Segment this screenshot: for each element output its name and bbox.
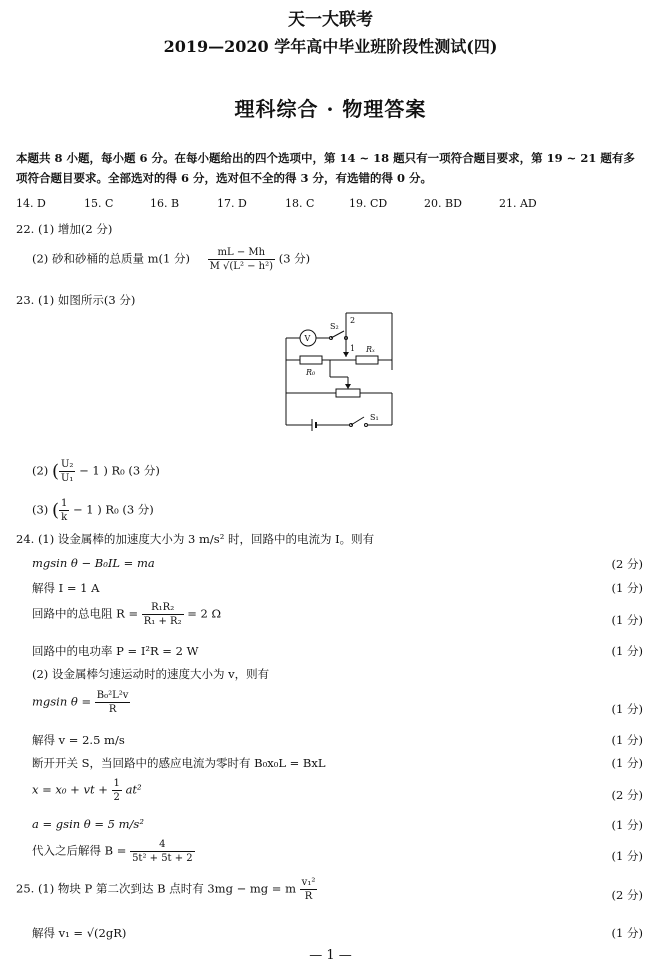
q25-score-2: (1 分): [611, 926, 643, 940]
q24-line1: 24. (1) 设金属棒的加速度大小为 3 m/s² 时，回路中的电流为 I。则有: [16, 532, 375, 546]
q24-score-3: (1 分): [611, 581, 643, 595]
circuit-diagram: [270, 305, 420, 440]
q25-line1: 25. (1) 物块 P 第二次到达 B 点时有 3mg − mg = m $\frac{\text{v₁²}}{R}$: [16, 877, 316, 902]
q24-score-8: (1 分): [611, 733, 643, 747]
q23-part3: (3) ( $\frac{1}{k}$ − 1 ) R₀ (3 分): [32, 498, 154, 523]
q24-line9: 断开开关 S，当回路中的感应电流为零时有 B₀x₀L = BxL: [32, 756, 326, 770]
subject-title: 理科综合 · 物理答案: [234, 97, 427, 121]
q25-score-1: (2 分): [611, 888, 643, 902]
page-number: — 1 —: [309, 948, 352, 963]
contact-2-label: 2: [350, 316, 356, 325]
exam-title: 2019—2020 学年高中毕业班阶段性测试(四): [163, 37, 498, 56]
q24-line6: (2) 设金属棒匀速运动时的速度大小为 v，则有: [32, 667, 270, 681]
answer-20: 20. BD: [424, 197, 462, 210]
q24-score-7: (1 分): [611, 702, 643, 716]
q24-line12: 代入之后解得 B = $\frac{4}{\text{5t² + 5t + 2}}$: [32, 839, 193, 864]
rx-label: Rₓ: [366, 345, 375, 354]
slider-arrow: [345, 384, 351, 389]
q24-score-5: (1 分): [611, 644, 643, 658]
q24-line3: 解得 I = 1 A: [32, 581, 100, 595]
answer-21: 21. AD: [499, 197, 537, 210]
q24-line11: a = gsin θ = 5 m/s²: [32, 817, 144, 831]
instructions: 本题共 8 小题，每小题 6 分。在每小题给出的四个选项中，第 14 ~ 18 题只有一项符合题目要求，第 19 ~ 21 题有多项符合题目要求。全部选对的得 6 分，选对但不全的得 3 分，有选错的得 0 分。: [16, 151, 635, 185]
q24-line8: 解得 v = 2.5 m/s: [32, 733, 125, 747]
r0-label: R₀: [306, 368, 316, 377]
q22-part2: (2) 砂和砂桶的总质量 m(1 分) $\frac{mL - Mh}{\text{M √(L² − h²)}}$ (3 分): [32, 247, 311, 272]
answer-19: 19. CD: [349, 197, 388, 210]
q24-line10: x = x₀ + vt + $\frac{1}{2}$ at²: [32, 778, 142, 803]
q25-line2: 解得 v₁ = √(2gR): [32, 926, 127, 940]
junction-arrow: [343, 352, 349, 357]
q24-line5: 回路中的电功率 P = I²R = 2 W: [32, 644, 199, 658]
answer-18: 18. C: [285, 197, 315, 210]
voltmeter-label: V: [304, 334, 311, 343]
q24-line2: mgsin θ − B₀IL = ma: [32, 556, 155, 570]
exam-org: 天一大联考: [288, 10, 373, 30]
q24-score-2: (2 分): [611, 557, 643, 571]
rheostat: [336, 389, 360, 397]
r0-resistor: [300, 356, 322, 364]
q24-score-9: (1 分): [611, 756, 643, 770]
rx-resistor: [356, 356, 378, 364]
s1-label: S₁: [370, 413, 379, 422]
q24-line7: mgsin θ = $\frac{\text{B₀²L²v}}{R}$: [32, 690, 129, 715]
q22-part1: 22. (1) 增加(2 分): [16, 222, 113, 236]
s2-label: S₂: [330, 322, 339, 331]
q24-score-10: (2 分): [611, 788, 643, 802]
q23-part1: 23. (1) 如图所示(3 分): [16, 293, 136, 307]
answer-16: 16. B: [150, 197, 180, 210]
q24-line4: 回路中的总电阻 R = $\frac{\text{R₁R₂}}{\text{R₁ + R₂}}$ = 2 Ω: [32, 602, 222, 627]
answer-17: 17. D: [217, 197, 247, 210]
q24-score-11: (1 分): [611, 818, 643, 832]
q23-part2: (2) ( $\frac{\text{U₂}}{\text{U₁}}$ − 1 ) R₀ (3 分): [32, 459, 160, 484]
q24-score-4: (1 分): [611, 613, 643, 627]
answer-14: 14. D: [16, 197, 46, 210]
contact-1-label: 1: [350, 344, 356, 353]
answer-15: 15. C: [84, 197, 114, 210]
q24-score-12: (1 分): [611, 849, 643, 863]
